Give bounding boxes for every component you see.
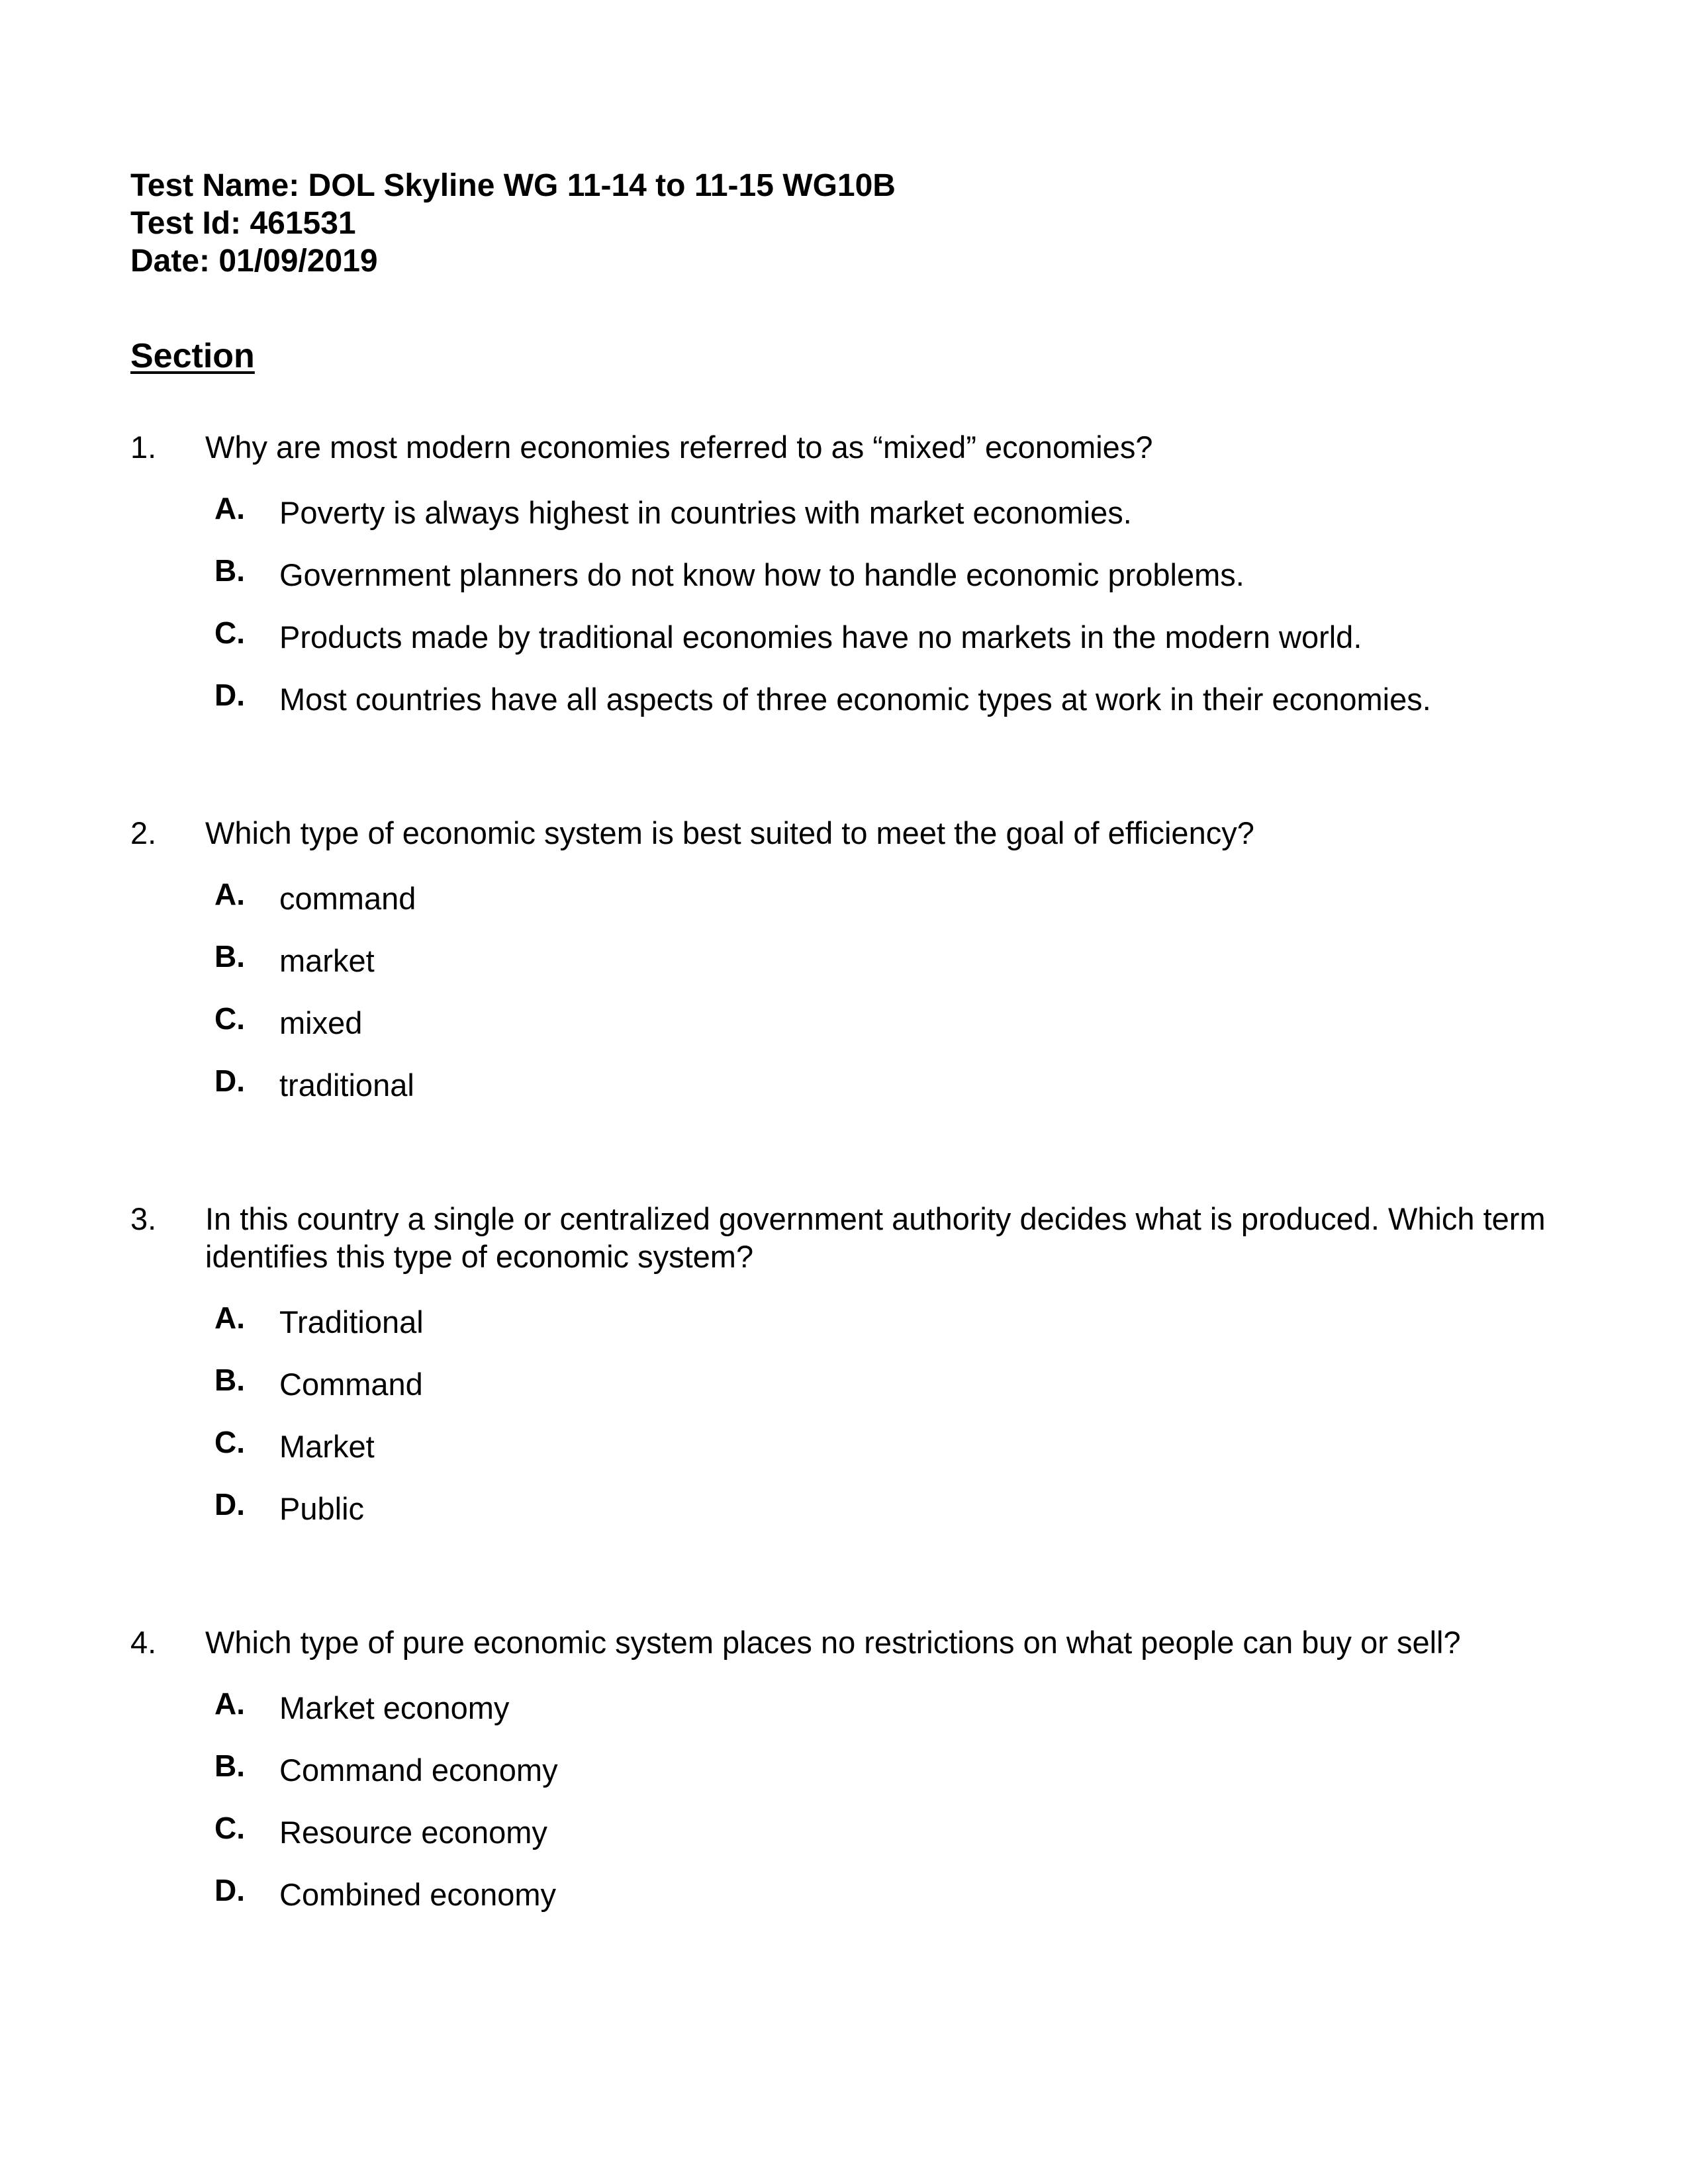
option-text: Market economy: [279, 1690, 510, 1725]
answer-options: [130, 1300, 1554, 1552]
option-letter: B.: [214, 1749, 245, 1783]
option-letter: A.: [214, 1300, 245, 1335]
answer-option-d[interactable]: [130, 1066, 1554, 1128]
test-id: Test Id: 461531: [130, 206, 356, 241]
answer-option-c[interactable]: [130, 1813, 1554, 1876]
test-name: Test Name: DOL Skyline WG 11-14 to 11-15 WG10B: [130, 168, 896, 203]
question-1: [130, 428, 1554, 743]
option-letter: D.: [214, 1064, 245, 1098]
question-stem: [130, 1623, 1554, 1661]
answer-option-d[interactable]: [130, 1487, 1554, 1552]
answer-options: [130, 491, 1554, 743]
option-letter: B.: [214, 1363, 245, 1397]
option-letter: C.: [214, 1811, 245, 1845]
answer-option-b[interactable]: [130, 553, 1554, 618]
question-text: Why are most modern economies referred to as “mixed” economies?: [205, 430, 1153, 465]
answer-option-d[interactable]: [130, 680, 1554, 743]
question-4: [130, 1623, 1554, 1938]
question-2: [130, 814, 1554, 1128]
question-text: In this country a single or centralized government authority decides what is produced. Which term identifies this type of economic system?: [205, 1201, 1546, 1274]
option-text: command: [279, 881, 416, 916]
question-number: 2.: [130, 815, 157, 850]
question-text: Which type of economic system is best suited to meet the goal of efficiency?: [205, 815, 1254, 850]
question-stem: [130, 814, 1554, 852]
option-letter: A.: [214, 877, 245, 911]
question-stem: [130, 1200, 1554, 1275]
answer-option-b[interactable]: [130, 939, 1554, 1004]
option-text: Command: [279, 1367, 423, 1402]
option-text: Government planners do not know how to handle economic problems.: [279, 557, 1244, 592]
test-date: Date: 01/09/2019: [130, 244, 378, 279]
option-text: Products made by traditional economies have no markets in the modern world.: [279, 619, 1362, 655]
question-number: 4.: [130, 1625, 157, 1660]
answer-options: [130, 1686, 1554, 1938]
option-text: Market: [279, 1429, 375, 1464]
option-letter: C.: [214, 1001, 245, 1036]
answer-option-a[interactable]: [130, 1300, 1554, 1365]
answer-option-c[interactable]: [130, 1425, 1554, 1490]
answer-option-b[interactable]: [130, 1365, 1554, 1428]
option-letter: D.: [214, 1487, 245, 1522]
section-title: Section: [130, 337, 255, 375]
question-number: 3.: [130, 1201, 157, 1236]
answer-option-a[interactable]: [130, 1686, 1554, 1751]
test-header: [130, 167, 896, 280]
answer-option-a[interactable]: [130, 491, 1554, 556]
answer-option-a[interactable]: [130, 877, 1554, 942]
option-text: Resource economy: [279, 1815, 547, 1850]
option-text: Public: [279, 1491, 365, 1526]
option-letter: C.: [214, 1425, 245, 1459]
option-letter: D.: [214, 678, 245, 712]
question-3: [130, 1200, 1554, 1552]
option-letter: B.: [214, 939, 245, 974]
option-text: mixed: [279, 1005, 363, 1040]
option-text: Poverty is always highest in countries with market economies.: [279, 495, 1132, 530]
option-text: Most countries have all aspects of three economic types at work in their economies.: [279, 682, 1431, 717]
option-text: Combined economy: [279, 1877, 556, 1912]
answer-option-b[interactable]: [130, 1751, 1554, 1813]
option-text: Command economy: [279, 1752, 558, 1788]
answer-option-c[interactable]: [130, 615, 1554, 680]
option-text: Traditional: [279, 1304, 424, 1340]
option-letter: A.: [214, 1686, 245, 1721]
option-letter: A.: [214, 491, 245, 525]
question-stem: [130, 428, 1554, 466]
answer-option-c[interactable]: [130, 1001, 1554, 1066]
question-number: 1.: [130, 430, 157, 465]
question-text: Which type of pure economic system places no restrictions on what people can buy or sell?: [205, 1625, 1461, 1660]
answer-options: [130, 877, 1554, 1128]
option-letter: B.: [214, 553, 245, 588]
option-text: market: [279, 943, 375, 978]
option-letter: C.: [214, 615, 245, 650]
answer-option-d[interactable]: [130, 1873, 1554, 1938]
option-letter: D.: [214, 1873, 245, 1907]
option-text: traditional: [279, 1068, 414, 1103]
